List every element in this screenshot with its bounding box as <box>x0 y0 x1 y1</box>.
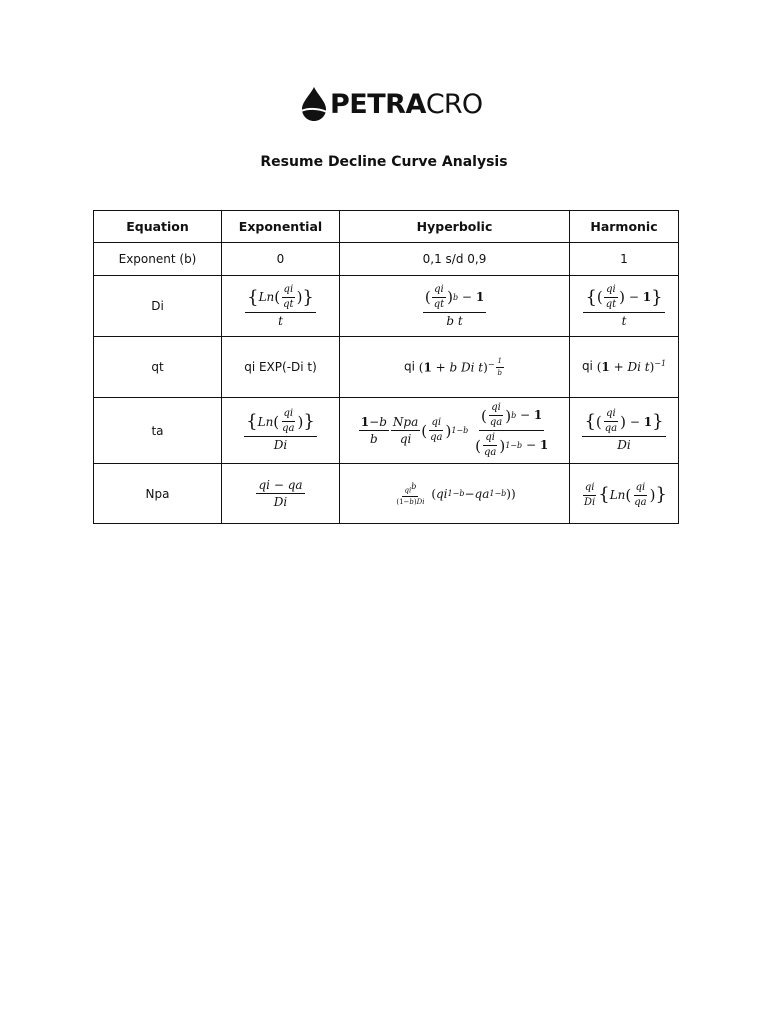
exponent-exponential: 0 <box>222 243 340 276</box>
exponent-harmonic: 1 <box>570 243 679 276</box>
qt-hyperbolic-prefix: qi <box>404 359 415 374</box>
row-label-qt: qt <box>94 337 222 398</box>
row-label-exponent: Exponent (b) <box>94 243 222 276</box>
logo-text-light: CRO <box>425 88 483 120</box>
ta-exponential-formula: { Ln ( $\frac{qi}{qa}$ ) } Di <box>222 398 340 464</box>
ta-harmonic-formula: { ( $\frac{qi}{qa}$ ) − 1 } Di <box>570 398 679 464</box>
qt-exponential: qi EXP(-Di t) <box>222 337 340 398</box>
row-label-di: Di <box>94 276 222 337</box>
table-row-ta <box>94 398 679 464</box>
table-row-qt <box>94 337 679 398</box>
header-harmonic: Harmonic <box>570 211 679 243</box>
di-exponential-formula: { Ln ( $\frac{qi}{qt}$ ) } t <box>222 276 340 337</box>
exponent-hyperbolic: 0,1 s/d 0,9 <box>340 243 570 276</box>
npa-exponential-formula: $\frac{qi - qa}{Di}$ <box>222 464 340 524</box>
decline-curve-table <box>93 210 679 524</box>
table-header-row <box>94 211 679 243</box>
table-row-npa <box>94 464 679 524</box>
di-hyperbolic-formula: ( $\frac{qi}{qt}$ ) b − 1 b t <box>340 276 570 337</box>
table-row-exponent <box>94 243 679 276</box>
table-row-di <box>94 276 679 337</box>
qt-harmonic-prefix: qi <box>581 359 593 374</box>
page-title: Resume Decline Curve Analysis <box>260 154 508 170</box>
di-harmonic-formula: { ( $\frac{qi}{qt}$ ) − 1 } t <box>570 276 679 337</box>
header-exponential: Exponential <box>222 211 340 243</box>
header-equation: Equation <box>94 211 222 243</box>
qt-hyperbolic-formula: qi (1 + b Di t)$^{- \frac{1}{b}}$ <box>340 337 570 398</box>
npa-harmonic-formula: $\frac{qi}{Di}$ { Ln ( $\frac{qi}{qa}$ ) } <box>570 464 679 524</box>
qt-harmonic-formula: qi (1 + Di t)$^{-1}$ <box>570 337 679 398</box>
header-hyperbolic: Hyperbolic <box>340 211 570 243</box>
oil-drop-icon <box>300 86 328 122</box>
logo-text-bold: PETRA <box>330 88 426 120</box>
petracro-logo <box>300 84 482 124</box>
ta-hyperbolic-formula: $\frac{1-b}{b}$ $\frac{\text{Npa}}{qi}$ ( $\frac{qi}{qa}$ ) 1−b ( $\frac{qi}{qa}$ ) b − 1 ( $\frac{qi}{qa}$ ) 1−b − 1 <box>340 398 570 464</box>
row-label-ta: ta <box>94 398 222 464</box>
npa-hyperbolic-formula: $\frac{qi^b}{(1-b)Di}$ ( qi 1−b − qa 1−b ) ) <box>340 464 570 524</box>
row-label-npa: Npa <box>94 464 222 524</box>
